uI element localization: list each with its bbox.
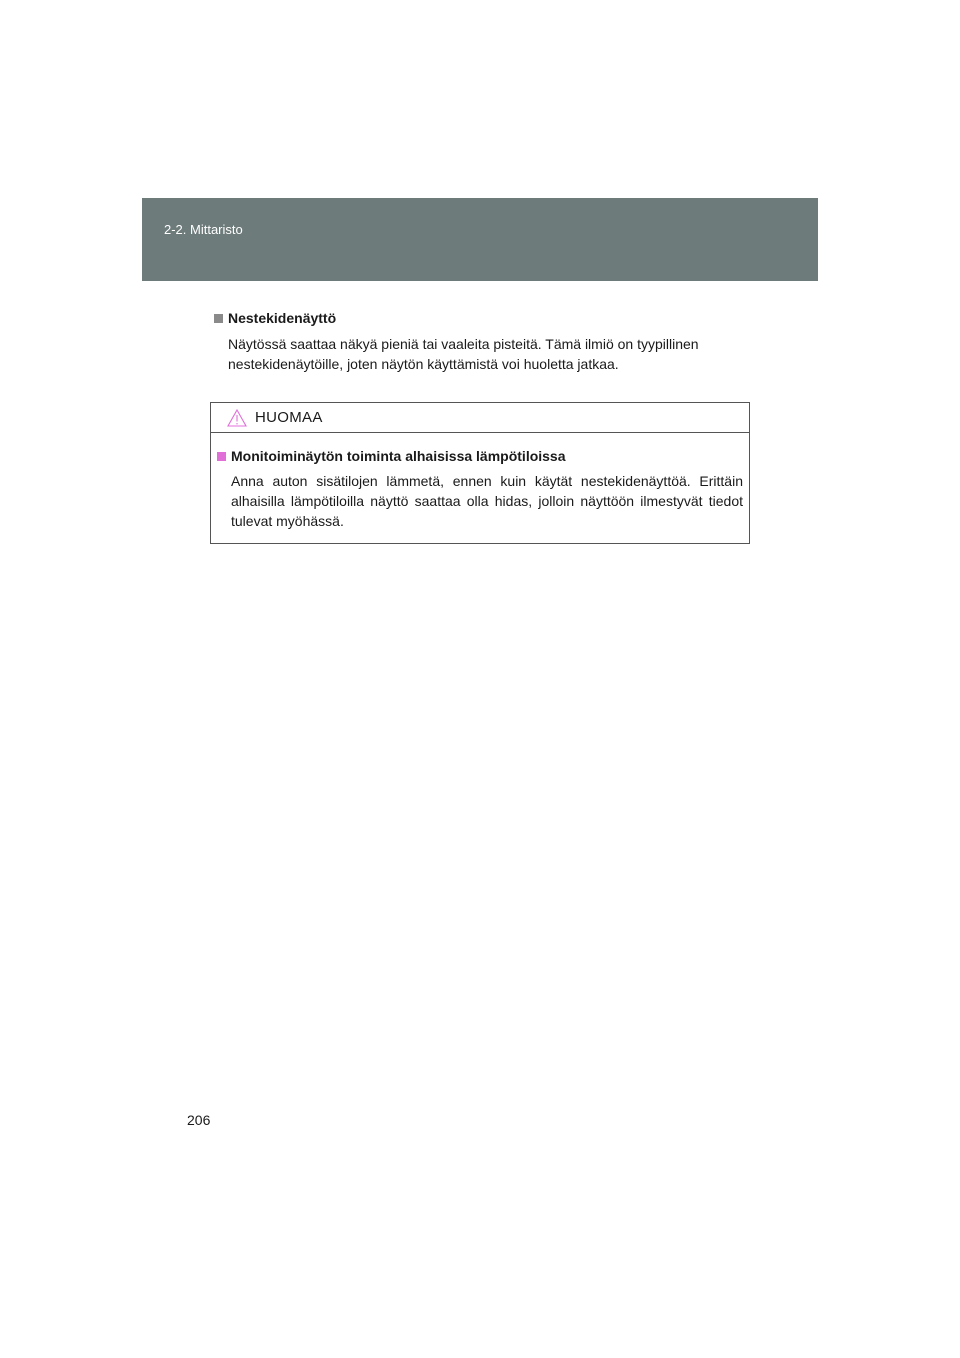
section-header-band <box>142 198 818 281</box>
section-label: 2-2. Mittaristo <box>164 222 243 237</box>
topic-body: Näytössä saattaa näkyä pieniä tai vaaleita pisteitä. Tämä ilmiö on tyypillinen nestekidenäytöille, joten näytön käyttämistä voi huoletta jatkaa. <box>228 336 699 372</box>
caution-content <box>211 433 749 531</box>
warning-triangle-icon <box>227 409 247 427</box>
caution-title: HUOMAA <box>255 409 323 426</box>
topic-heading-text: Nestekidenäyttö <box>228 310 337 326</box>
square-bullet-icon <box>214 314 223 323</box>
page-number: 206 <box>187 1112 211 1128</box>
caution-heading-text: Monitoiminäytön toiminta alhaisissa lämpötiloissa <box>231 448 566 464</box>
topic-heading <box>214 308 754 328</box>
topic-section <box>214 308 754 374</box>
caution-header <box>211 403 749 433</box>
caution-heading <box>217 446 743 466</box>
pink-square-bullet-icon <box>217 452 226 461</box>
caution-box <box>210 402 750 544</box>
caution-body: Anna auton sisätilojen lämmetä, ennen kuin käytät nestekidenäyttöä. Erittäin alhaisilla lämpötiloilla näyttö saattaa olla hidas, jolloin näyttöön ilmestyvät tiedot tulevat myöhässä. <box>231 473 743 529</box>
